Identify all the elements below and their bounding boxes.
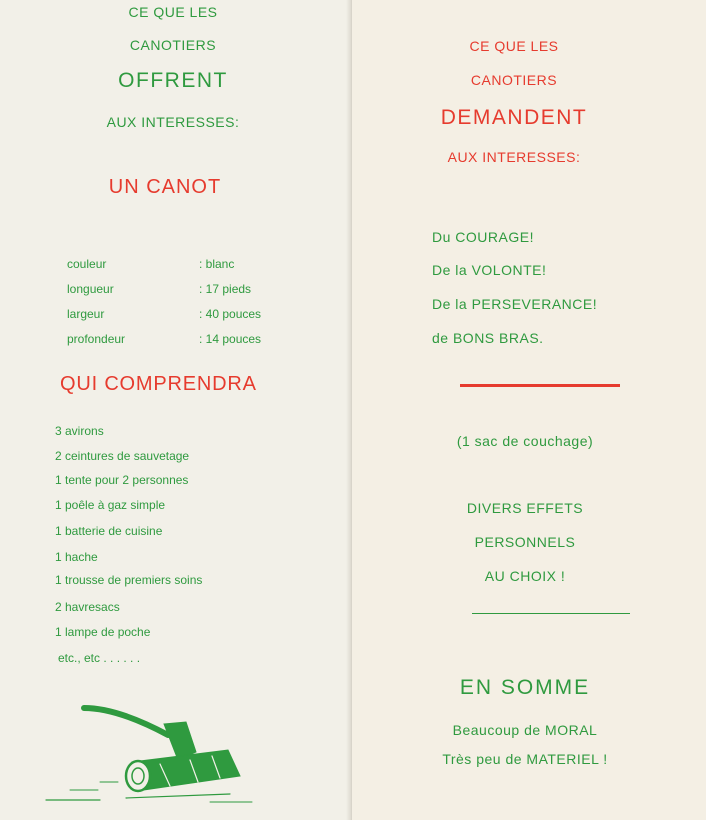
demand-item: De la PERSEVERANCE!: [432, 296, 598, 312]
effects-line2: PERSONNELS: [474, 534, 576, 550]
right-header-verb: DEMANDENT: [440, 106, 588, 129]
list-item: 1 poêle à gaz simple: [55, 498, 166, 512]
demand-item: Du COURAGE!: [432, 229, 534, 245]
list-item: 1 hache: [55, 550, 98, 564]
spec-label: profondeur: [67, 332, 126, 346]
left-subject-title: UN CANOT: [108, 176, 222, 198]
spec-label: longueur: [67, 282, 114, 296]
red-divider: [460, 384, 620, 387]
spec-value: : 40 pouces: [199, 307, 262, 321]
list-item: 1 trousse de premiers soins: [55, 573, 203, 587]
list-item: etc., etc . . . . . .: [58, 651, 141, 665]
list-item: 3 avirons: [55, 424, 104, 438]
summary-line1: Beaucoup de MORAL: [452, 722, 598, 738]
list-item: 1 tente pour 2 personnes: [55, 473, 189, 487]
spec-label: couleur: [67, 257, 107, 271]
left-header-line1: CE QUE LES: [128, 4, 218, 20]
spec-value: : 17 pieds: [199, 282, 252, 296]
left-header-line4: AUX INTERESSES:: [106, 114, 240, 130]
list-item: 1 batterie de cuisine: [55, 524, 163, 538]
left-page: [0, 0, 352, 820]
right-page: [352, 0, 706, 820]
spec-value: : 14 pouces: [199, 332, 262, 346]
spec-value: : blanc: [199, 257, 235, 271]
spec-label: largeur: [67, 307, 105, 321]
includes-title: QUI COMPRENDRA: [60, 373, 257, 395]
list-item: 2 havresacs: [55, 600, 120, 614]
summary-title: EN SOMME: [459, 676, 591, 699]
list-item: 2 ceintures de sauvetage: [55, 449, 190, 463]
left-header-line2: CANOTIERS: [129, 37, 217, 53]
green-divider: [472, 613, 630, 614]
sleeping-bag-note: (1 sac de couchage): [456, 433, 594, 449]
effects-line1: DIVERS EFFETS: [466, 500, 584, 516]
effects-line3: AU CHOIX !: [484, 568, 566, 584]
list-item: 1 lampe de poche: [55, 625, 151, 639]
demand-item: de BONS BRAS.: [432, 330, 544, 346]
axe-in-log-icon: [40, 690, 260, 810]
left-header-verb: OFFRENT: [118, 69, 228, 92]
right-header-line4: AUX INTERESSES:: [447, 149, 581, 165]
right-header-line2: CANOTIERS: [470, 72, 558, 88]
demand-item: De la VOLONTE!: [432, 262, 547, 278]
summary-line2: Très peu de MATERIEL !: [442, 751, 608, 767]
right-header-line1: CE QUE LES: [469, 38, 559, 54]
